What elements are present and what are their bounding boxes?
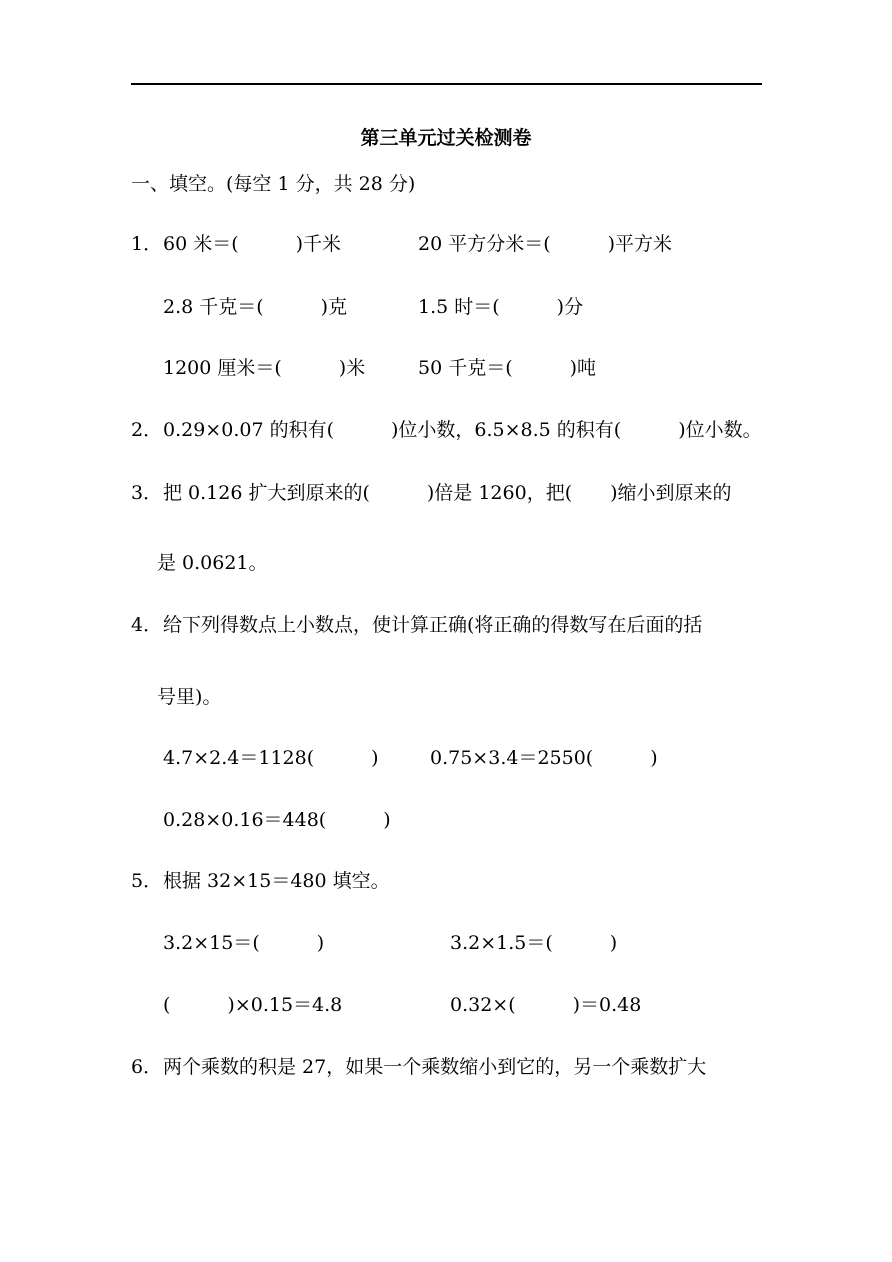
fill-blank-item: 50 千克＝( )吨 [418, 357, 597, 379]
fill-blank-item: 3.2×1.5＝( ) [450, 932, 618, 954]
question-text: 两个乘数的积是 27，如果一个乘数缩小到它的，另一个乘数扩大 [163, 1056, 707, 1078]
question-number: 6． [131, 1056, 163, 1078]
header-rule [131, 83, 762, 85]
question-number: 5． [131, 870, 163, 892]
fill-blank-item: 4.7×2.4＝1128( ) [163, 747, 379, 769]
question-text-continued: 号里)。 [157, 686, 222, 708]
question-number: 4． [131, 614, 163, 636]
page-title: 第三单元过关检测卷 [360, 127, 532, 149]
question-number: 3． [131, 482, 163, 504]
question-number: 2． [131, 419, 163, 441]
fill-blank-item: 1.5 时＝( )分 [418, 296, 584, 318]
fill-blank-item: 0.75×3.4＝2550( ) [430, 747, 658, 769]
question-number: 1． [131, 233, 163, 255]
fill-blank-item: 0.28×0.16＝448( ) [163, 809, 391, 831]
question-text: 给下列得数点上小数点，使计算正确(将正确的得数写在后面的括 [163, 614, 703, 636]
fill-blank-item: 2.8 千克＝( )克 [163, 296, 348, 318]
fill-blank-item: 60 米＝( )千米 [163, 233, 342, 255]
question-text: 根据 32×15＝480 填空。 [163, 870, 390, 892]
fill-blank-item: 20 平方分米＝( )平方米 [418, 233, 673, 255]
fill-blank-item: 3.2×15＝( ) [163, 932, 325, 954]
question-text: 把 0.126 扩大到原来的( )倍是 1260，把( )缩小到原来的 [163, 482, 732, 504]
fill-blank-item: ( )×0.15＝4.8 [163, 994, 343, 1016]
question-text-continued: 是 0.0621。 [157, 552, 268, 574]
fill-blank-item: 0.32×( )＝0.48 [450, 994, 642, 1016]
fill-blank-item: 1200 厘米＝( )米 [163, 357, 366, 379]
question-text: 0.29×0.07 的积有( )位小数，6.5×8.5 的积有( )位小数。 [163, 419, 762, 441]
section-heading: 一、填空。(每空 1 分，共 28 分) [131, 173, 416, 195]
